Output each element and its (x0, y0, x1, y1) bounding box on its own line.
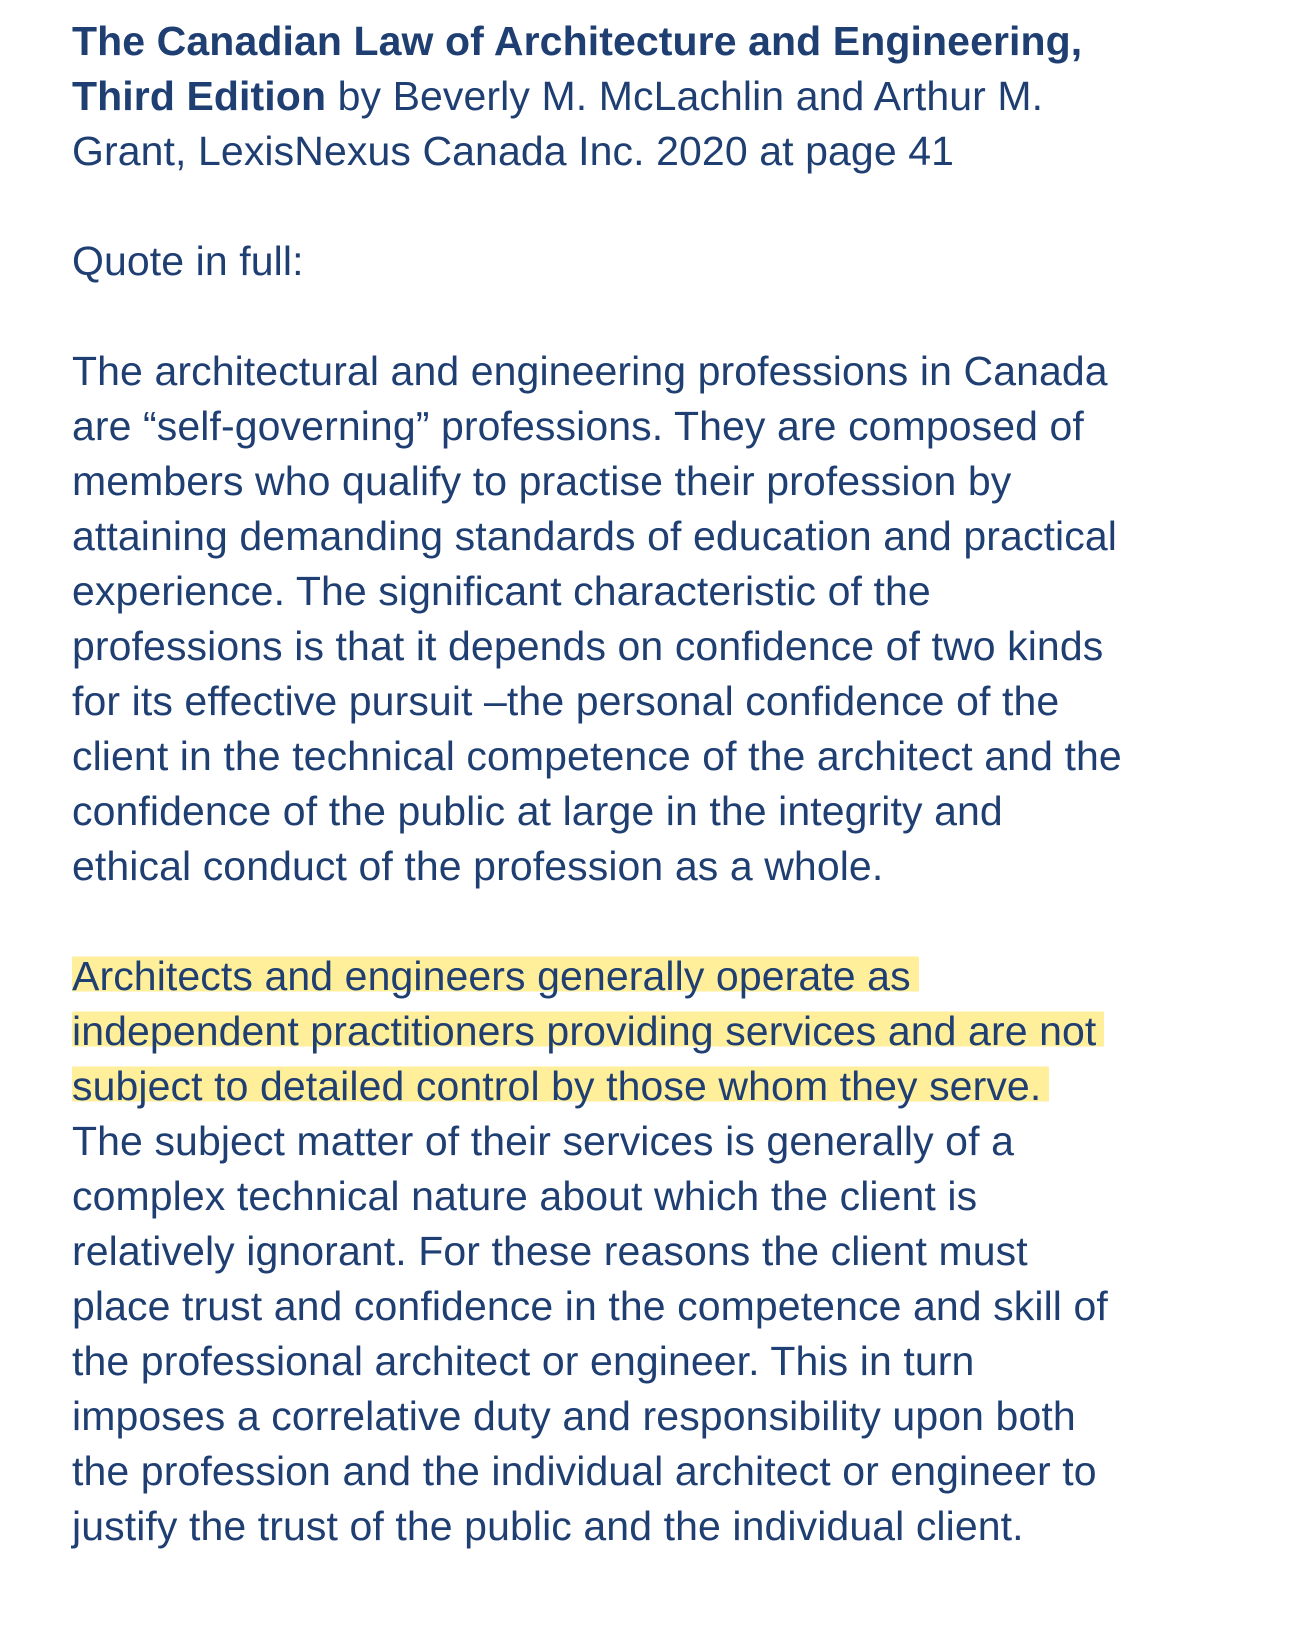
citation-line-2 (72, 69, 1272, 124)
paragraph-line: the professional architect or engineer. This in turn (72, 1338, 975, 1384)
document-page (72, 14, 1272, 1554)
book-title-line-1: The Canadian Law of Architecture and Engineering, (72, 18, 1083, 64)
paragraph-line: confidence of the public at large in the integrity and (72, 788, 1003, 834)
highlight-mark: subject to detailed control by those whom they serve. (72, 1063, 1049, 1109)
paragraph-line: the profession and the individual architect or engineer to (72, 1448, 1097, 1494)
paragraph-line: complex technical nature about which the client is (72, 1173, 978, 1219)
highlight-mark: Architects and engineers generally operate as (72, 953, 919, 999)
paragraph-line: place trust and confidence in the competence and skill of (72, 1283, 1108, 1329)
citation-block (72, 14, 1272, 179)
highlighted-line (72, 1059, 1272, 1114)
paragraph-line: ethical conduct of the profession as a whole. (72, 843, 884, 889)
paragraph-line: The subject matter of their services is generally of a (72, 1118, 1014, 1164)
paragraph-line: are “self-governing” professions. They are composed of (72, 403, 1084, 449)
book-title-line-2: Third Edition (72, 73, 327, 119)
paragraph-line: experience. The significant characteristic of the (72, 568, 931, 614)
spacer (72, 289, 1272, 344)
paragraph-line: professions is that it depends on confidence of two kinds (72, 623, 1104, 669)
quote-intro-label: Quote in full: (72, 238, 304, 284)
paragraph-line: client in the technical competence of the architect and the (72, 733, 1122, 779)
byline: by Beverly M. McLachlin and Arthur M. (326, 73, 1044, 119)
paragraph-line: imposes a correlative duty and responsibility upon both (72, 1393, 1076, 1439)
paragraph-line: relatively ignorant. For these reasons the client must (72, 1228, 1028, 1274)
paragraph-line: for its effective pursuit –the personal confidence of the (72, 678, 1060, 724)
highlighted-line (72, 949, 1272, 1004)
paragraph-line: The architectural and engineering professions in Canada (72, 348, 1108, 394)
spacer (72, 894, 1272, 949)
quote-paragraph-1 (72, 344, 1272, 894)
citation-line-3: Grant, LexisNexus Canada Inc. 2020 at page 41 (72, 128, 955, 174)
highlight-mark: independent practitioners providing services and are not (72, 1008, 1104, 1054)
quote-paragraph-2 (72, 949, 1272, 1554)
paragraph-line: attaining demanding standards of education and practical (72, 513, 1117, 559)
highlighted-line (72, 1004, 1272, 1059)
spacer (72, 179, 1272, 234)
paragraph-line: justify the trust of the public and the individual client. (72, 1503, 1024, 1549)
paragraph-line: members who qualify to practise their profession by (72, 458, 1012, 504)
